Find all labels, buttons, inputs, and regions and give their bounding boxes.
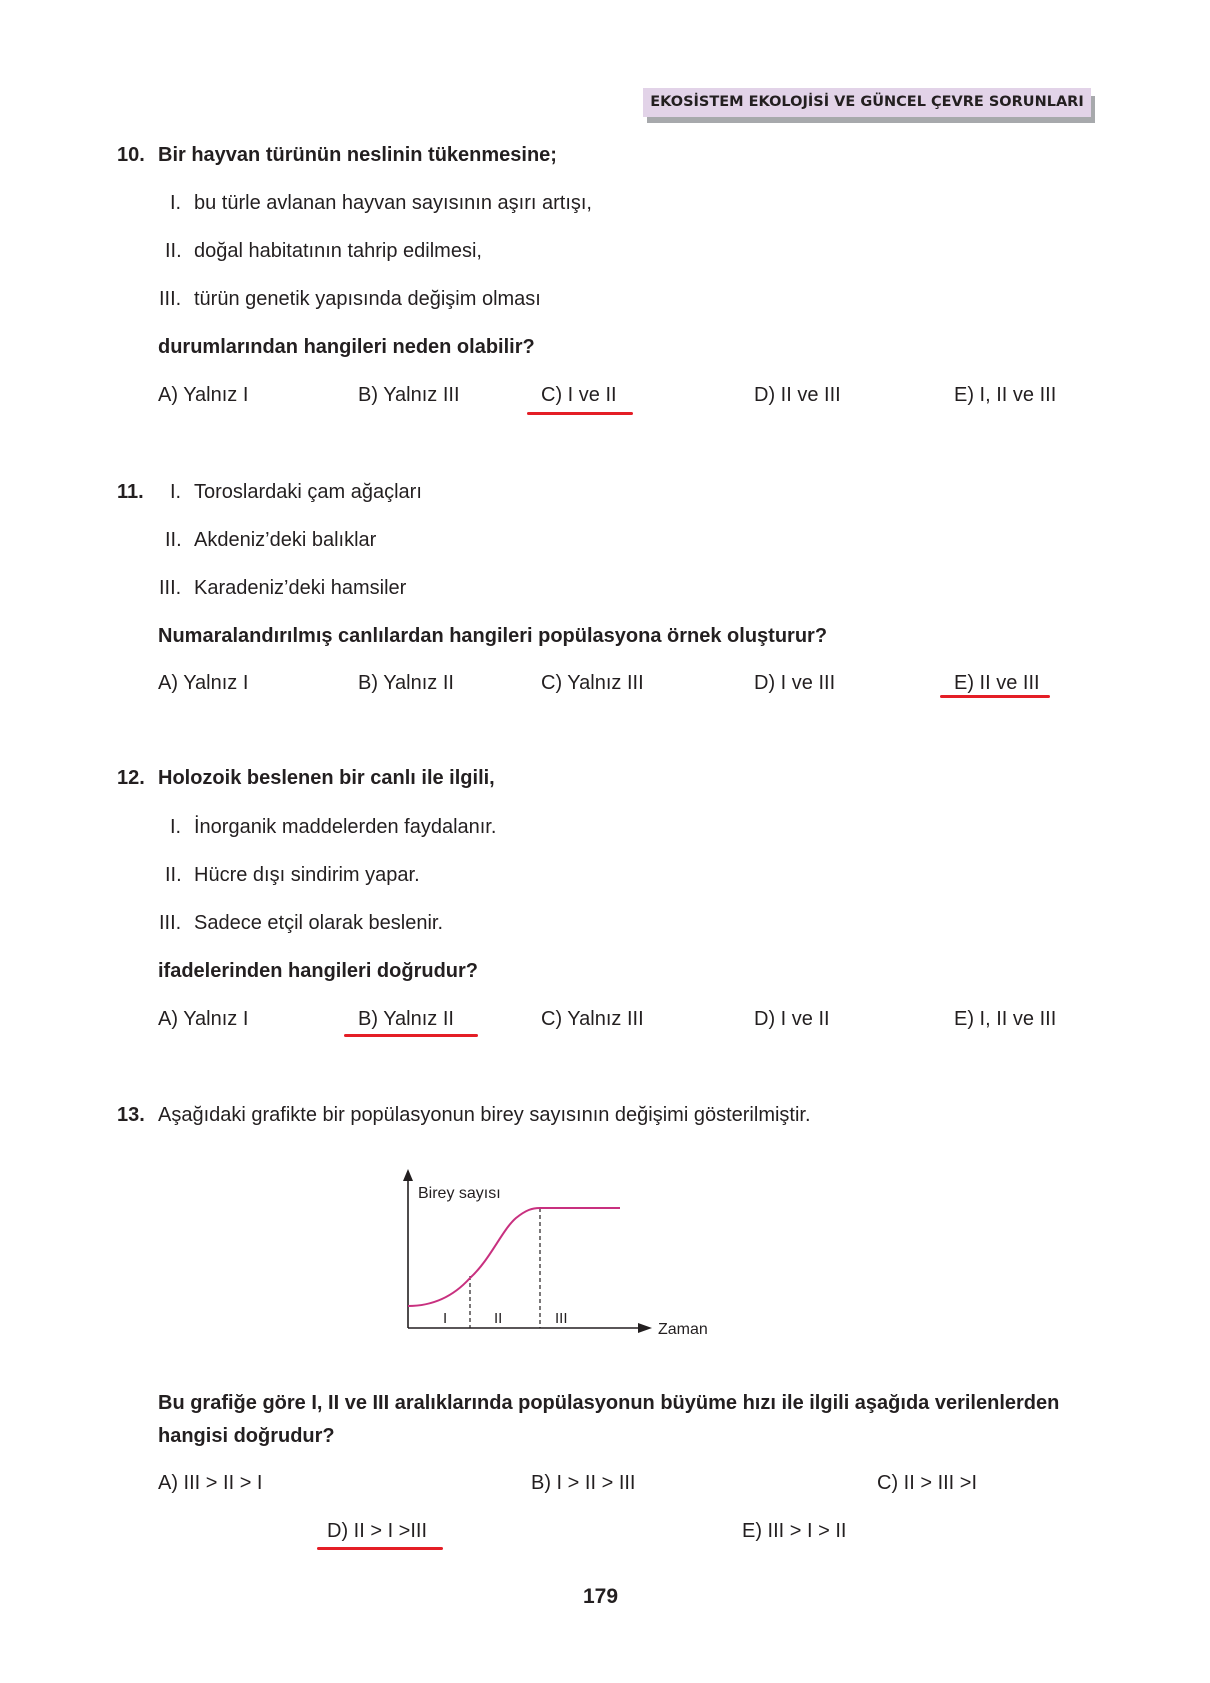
q11-item-1-text: Toroslardaki çam ağaçları (194, 481, 422, 503)
q12-item-1-numeral: I. (170, 816, 182, 838)
question-12-number: 12. (117, 767, 145, 789)
population-growth-chart (390, 1168, 730, 1348)
interval-label-1: I (443, 1310, 448, 1327)
question-10-number: 10. (117, 144, 145, 166)
question-13-number: 13. (117, 1104, 145, 1126)
question-13-prompt-line-2: hangisi doğrudur? (158, 1425, 335, 1447)
page-number: 179 (583, 1585, 619, 1608)
q11-item-2-text: Akdeniz’deki balıklar (194, 529, 377, 551)
q10-option-b[interactable]: B) Yalnız III (358, 384, 460, 406)
q12-item-3-text: Sadece etçil olarak beslenir. (194, 912, 444, 934)
q12-item-2-text: Hücre dışı sindirim yapar. (194, 864, 420, 886)
q11-option-b[interactable]: B) Yalnız II (358, 672, 454, 694)
q13-option-c[interactable]: C) II > III >I (877, 1472, 978, 1494)
question-12-stem: Holozoik beslenen bir canlı ile ilgili, (158, 767, 495, 789)
q11-option-e[interactable]: E) II ve III (954, 672, 1040, 694)
q12-option-a[interactable]: A) Yalnız I (158, 1008, 249, 1030)
q11-item-1-numeral: I. (170, 481, 182, 503)
question-12-prompt: ifadelerinden hangileri doğrudur? (158, 960, 479, 982)
q10-answer-underline (527, 412, 633, 415)
q12-option-b[interactable]: B) Yalnız II (358, 1008, 454, 1030)
q12-item-2-numeral: II. (165, 864, 182, 886)
q12-option-e[interactable]: E) I, II ve III (954, 1008, 1057, 1030)
q11-answer-underline (940, 695, 1050, 698)
q11-option-d[interactable]: D) I ve III (754, 672, 836, 694)
section-header (643, 88, 1095, 125)
q12-item-3-numeral: III. (159, 912, 182, 934)
x-axis-label: Zaman (658, 1321, 708, 1338)
q10-item-3-text: türün genetik yapısında değişim olması (194, 288, 541, 310)
q12-option-d[interactable]: D) I ve II (754, 1008, 830, 1030)
q11-item-3-numeral: III. (159, 577, 182, 599)
q12-option-c[interactable]: C) Yalnız III (541, 1008, 644, 1030)
question-13-stem: Aşağıdaki grafikte bir popülasyonun birey sayısının değişimi gösterilmiştir. (158, 1104, 811, 1126)
q10-option-e[interactable]: E) I, II ve III (954, 384, 1057, 406)
q12-item-1-text: İnorganik maddelerden faydalanır. (194, 816, 497, 838)
question-10-prompt: durumlarından hangileri neden olabilir? (158, 336, 535, 358)
q12-answer-underline (344, 1034, 478, 1037)
q13-option-a[interactable]: A) III > II > I (158, 1472, 263, 1494)
y-axis-arrow (403, 1169, 413, 1181)
q13-option-b[interactable]: B) I > II > III (531, 1472, 636, 1494)
q11-item-3-text: Karadeniz’deki hamsiler (194, 577, 407, 599)
y-axis-label: Birey sayısı (418, 1185, 501, 1202)
q13-answer-underline (317, 1547, 443, 1550)
q10-item-2-numeral: II. (165, 240, 182, 262)
q13-option-e[interactable]: E) III > I > II (742, 1520, 847, 1542)
x-axis-arrow (638, 1323, 652, 1333)
q10-item-2-text: doğal habitatının tahrip edilmesi, (194, 240, 482, 262)
q10-item-1-text: bu türle avlanan hayvan sayısının aşırı artışı, (194, 192, 592, 214)
q10-item-3-numeral: III. (159, 288, 182, 310)
q10-option-d[interactable]: D) II ve III (754, 384, 841, 406)
q13-option-d[interactable]: D) II > I >III (327, 1520, 428, 1542)
q11-option-c[interactable]: C) Yalnız III (541, 672, 644, 694)
q11-option-a[interactable]: A) Yalnız I (158, 672, 249, 694)
question-10-stem: Bir hayvan türünün neslinin tükenmesine; (158, 144, 557, 166)
q10-item-1-numeral: I. (170, 192, 182, 214)
q11-item-2-numeral: II. (165, 529, 182, 551)
interval-label-2: II (494, 1310, 503, 1327)
question-13-prompt-line-1: Bu grafiğe göre I, II ve III aralıklarında popülasyonun büyüme hızı ile ilgili aşağıda verilenlerden (158, 1392, 1060, 1414)
interval-label-3: III (555, 1310, 568, 1327)
population-curve (408, 1208, 620, 1306)
q10-option-a[interactable]: A) Yalnız I (158, 384, 249, 406)
question-11-prompt: Numaralandırılmış canlılardan hangileri popülasyona örnek oluşturur? (158, 625, 828, 647)
header-title: EKOSİSTEM EKOLOJİSİ VE GÜNCEL ÇEVRE SORUNLARI (643, 88, 1091, 117)
q10-option-c[interactable]: C) I ve II (541, 384, 617, 406)
question-11-number: 11. (117, 481, 144, 503)
